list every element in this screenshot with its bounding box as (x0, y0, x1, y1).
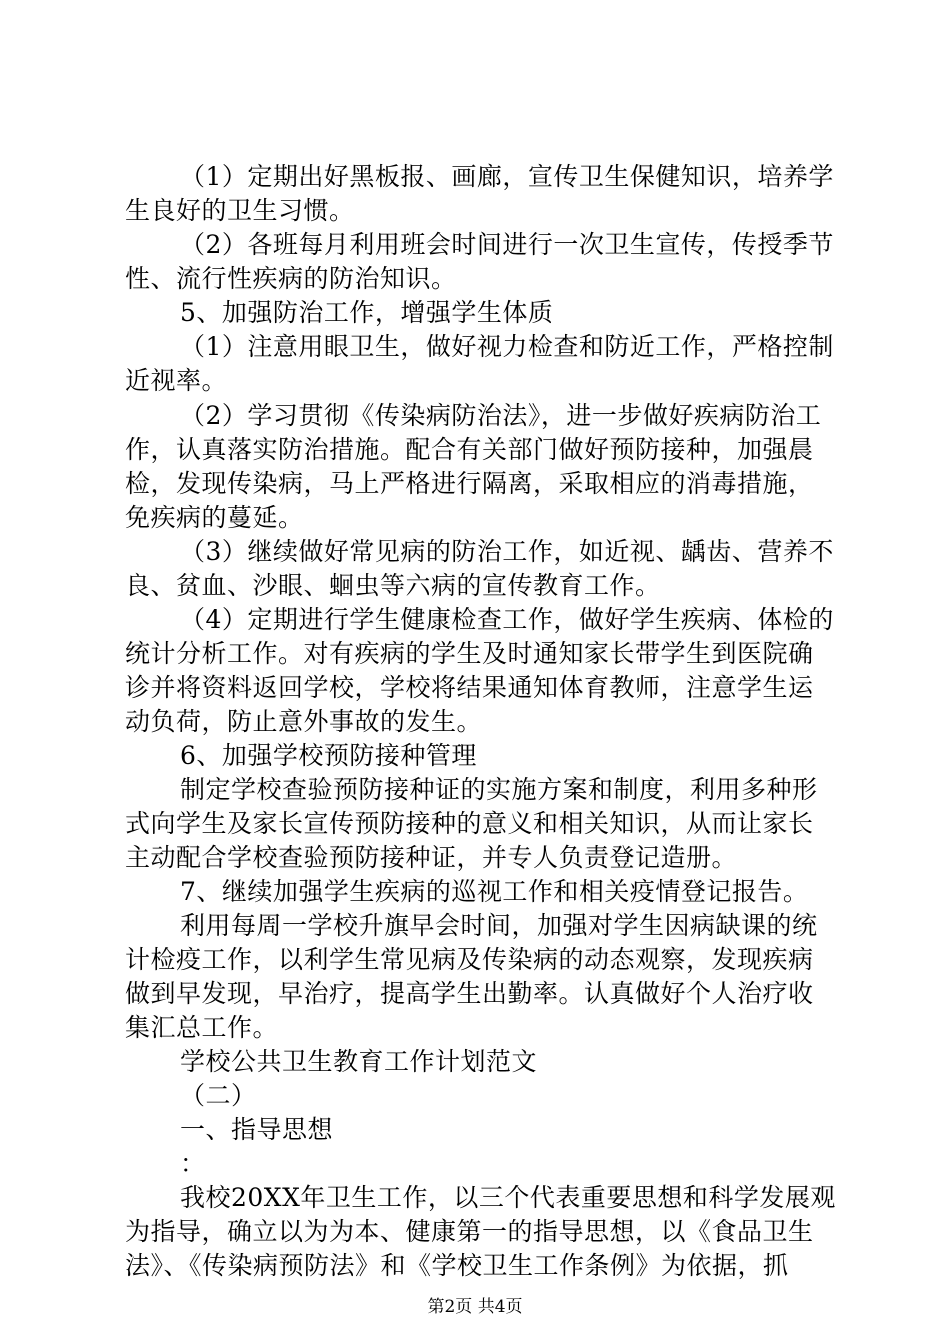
text-line: 检，发现传染病，马上严格进行隔离，采取相应的消毒措施， (125, 469, 814, 498)
text-line: 做到早发现，早治疗，提高学生出勤率。认真做好个人治疗收 (125, 979, 814, 1008)
text-line: （2）各班每月利用班会时间进行一次卫生宣传，传授季节 (180, 230, 834, 259)
text-line: 性、流行性疾病的防治知识。 (125, 264, 457, 293)
text-line: 6、加强学校预防接种管理 (180, 741, 477, 770)
text-line: （4）定期进行学生健康检查工作，做好学生疾病、体检的 (180, 605, 834, 634)
text-line: 计检疫工作，以利学生常见病及传染病的动态观察，发现疾病 (125, 945, 814, 974)
text-line: 7、继续加强学生疾病的巡视工作和相关疫情登记报告。 (180, 877, 809, 906)
text-line: 一、指导思想 (180, 1115, 334, 1144)
text-line: （1）注意用眼卫生，做好视力检查和防近工作，严格控制 (180, 332, 834, 361)
text-line: 动负荷，防止意外事故的发生。 (125, 707, 483, 736)
text-line: 制定学校查验预防接种证的实施方案和制度，利用多种形 (180, 775, 818, 804)
text-line: ： (180, 1149, 206, 1178)
text-line: 学校公共卫生教育工作计划范文 (180, 1047, 538, 1076)
text-line: （3）继续做好常见病的防治工作，如近视、龋齿、营养不 (180, 537, 834, 566)
text-line: 5、加强防治工作，增强学生体质 (180, 298, 554, 327)
text-line: 良、贫血、沙眼、蛔虫等六病的宣传教育工作。 (125, 571, 661, 600)
page-footer: 第2页 共4页 (427, 1297, 523, 1317)
text-line: 统计分析工作。对有疾病的学生及时通知家长带学生到医院确 (125, 639, 814, 668)
text-line: 近视率。 (125, 366, 228, 395)
text-line: （1）定期出好黑板报、画廊，宣传卫生保健知识，培养学 (180, 162, 834, 191)
text-line: 免疾病的蔓延。 (125, 503, 304, 532)
text-line: 式向学生及家长宣传预防接种的意义和相关知识，从而让家长 (125, 809, 814, 838)
text-line: 利用每周一学校升旗早会时间，加强对学生因病缺课的统 (180, 911, 818, 940)
text-line: 为指导，确立以为为本、健康第一的指导思想，以《食品卫生 (125, 1217, 814, 1246)
text-line: （二） (180, 1081, 257, 1110)
text-line: 作，认真落实防治措施。配合有关部门做好预防接种，加强晨 (125, 435, 814, 464)
text-line: 我校20XX年卫生工作，以三个代表重要思想和科学发展观 (180, 1183, 836, 1212)
text-line: 诊并将资料返回学校，学校将结果通知体育教师，注意学生运 (125, 673, 814, 702)
text-line: 法》、《传染病预防法》和《学校卫生工作条例》为依据，抓 (125, 1251, 789, 1280)
text-line: 生良好的卫生习惯。 (125, 196, 355, 225)
text-line: 集汇总工作。 (125, 1013, 279, 1042)
text-line: （2）学习贯彻《传染病防治法》，进一步做好疾病防治工 (180, 401, 822, 430)
text-line: 主动配合学校查验预防接种证，并专人负责登记造册。 (125, 843, 738, 872)
